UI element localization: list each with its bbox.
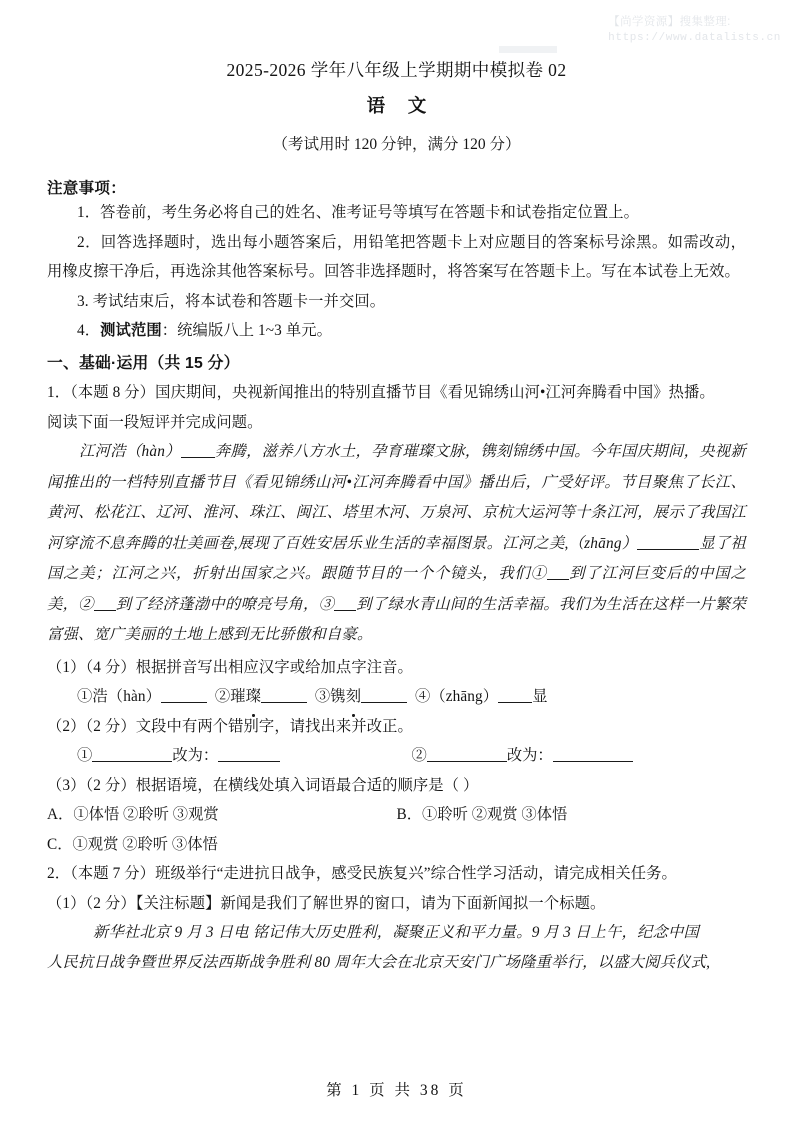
section-heading-1: 一、基础·运用（共 15 分） (47, 354, 240, 372)
q1-sub2-answer-1 (77, 741, 412, 771)
q1-passage-part-a: 江河浩（hàn） (79, 443, 181, 461)
q1-sub1-blank-2[interactable] (261, 702, 307, 703)
q1-sub3-option-c[interactable]: C．①观赏 ②聆听 ③体悟 (47, 835, 218, 853)
q1-passage-blank-han[interactable] (181, 457, 215, 458)
q1-sub1-item3-label: ③镌 (314, 688, 346, 706)
q1-sub3-option-row-2 (47, 830, 746, 860)
q2-sub1-label: （1）（2 分）【关注标题】新闻是我们了解世界的窗口，请为下面新闻拟一个标题。 (47, 894, 606, 912)
page-footer: 第 1 页 共 38 页 (326, 1082, 467, 1099)
q1-sub3-option-spacer (397, 830, 747, 860)
notice-item-1: 1．答卷前，考生务必将自己的姓名、准考证号等填写在答题卡和试卷指定位置上。 (77, 204, 640, 222)
notice-item-3: 3. 考试结束后，将本试卷和答题卡一并交回。 (77, 292, 386, 310)
q1-sub2-mark-1: ① (77, 747, 93, 765)
q1-stem-line1: 1．（本题 8 分）国庆期间，央视新闻推出的特别直播节目《看见锦绣山河•江河奔腾看中国》热播。 (47, 384, 715, 402)
q1-stem-line2: 阅读下面一段短评并完成问题。 (47, 413, 263, 431)
notice-heading: 注意事项： (47, 180, 127, 198)
q1-passage-part-f: 到了绿水青山间的生活幸福。我们为生活在这样一片繁荣富强、宽广美丽的土地上感到无比骄傲和自豪。 (47, 595, 746, 644)
watermark-url: https://www.datalists.cn (608, 31, 781, 44)
q1-sub2-label: （2）（2 分）文段中有两个错别字，请找出来并改正。 (47, 717, 413, 735)
q1-sub3-option-b[interactable]: B．①聆听 ②观赏 ③体悟 (396, 806, 568, 824)
q1-passage-blank-2[interactable] (94, 610, 116, 611)
q1-sub1-item2-label: ②璀 (214, 688, 246, 706)
q1-sub1-blank-1[interactable] (161, 702, 207, 703)
q1-sub1-blank-4[interactable] (498, 702, 532, 703)
q1-sub3-option-row-1 (47, 800, 746, 830)
q1-sub2-change-label-2: 改为： (506, 747, 553, 765)
q1-sub1-item2-dotted-char: 璨 (246, 682, 261, 712)
q1-sub1-blank-3[interactable] (361, 702, 407, 703)
q1-sub1-item1-label: ①浩（hàn） (77, 688, 161, 706)
notice-item-4-number: 4． (77, 322, 101, 340)
q1-sub1-label: （1）（4 分）根据拼音写出相应汉字或给加点字注音。 (47, 658, 413, 676)
q1-sub2-blank-wrong-2[interactable] (427, 761, 507, 762)
q2-news-line2: 人民抗日战争暨世界反法西斯战争胜利 80 周年大会在北京天安门广场隆重举行，以盛大阅兵仪式, (47, 954, 711, 972)
q1-sub1-item4-label: ④（zhāng） (414, 688, 499, 706)
q1-passage-blank-3[interactable] (334, 610, 356, 611)
q1-sub2-blank-correct-2[interactable] (553, 761, 633, 762)
q1-sub1-item3-dotted-char: 刻 (346, 682, 361, 712)
q1-sub1-item4-suffix: 显 (532, 688, 548, 706)
notice-item-4 (47, 316, 746, 346)
q1-sub2-answer-2 (412, 741, 747, 771)
q1-passage-part-c: 显了祖国之美；江河之兴，折射出国家之兴。跟随节目的一个个镜头，我们① (47, 534, 746, 583)
exam-meta: （考试用时 120 分钟，满分 120 分） (272, 136, 521, 154)
q1-sub2-mark-2: ② (411, 747, 427, 765)
watermark-source-label: 【尚学资源】搜集整理: (608, 16, 731, 28)
q1-sub3-label: （3）（2 分）根据语境，在横线处填入词语最合适的顺序是（ ） (47, 776, 479, 794)
q2-news-line1: 新华社北京 9 月 3 日电 铭记伟大历史胜利，凝聚正义和平力量。9 月 3 日上午，纪念中国 (93, 924, 699, 942)
notice-item-2: 2．回答选择题时，选出每小题答案后，用铅笔把答题卡上对应题目的答案标号涂黑。如需改动，用橡皮擦干净后，再选涂其他答案标号。回答非选择题时，将答案写在答题卡上。写在本试卷上无效。 (47, 233, 746, 281)
q1-passage-blank-zhang[interactable] (637, 549, 699, 550)
page-title: 2025-2026 学年八年级上学期期中模拟卷 02 (226, 60, 567, 80)
q1-passage (47, 437, 746, 651)
q1-sub3-option-a[interactable]: A．①体悟 ②聆听 ③观赏 (47, 806, 219, 824)
q2-stem: 2．（本题 7 分）班级举行“走进抗日战争，感受民族复兴”综合性学习活动，请完成相关任务。 (47, 865, 677, 883)
notice-item-4-text: ：统编版八上 1~3 单元。 (161, 322, 333, 340)
q1-sub2-blank-wrong-1[interactable] (92, 761, 172, 762)
q1-sub2-answer-row (47, 741, 746, 771)
q1-sub1-answers (47, 682, 746, 712)
q1-passage-part-e: 到了经济蓬渤中的嘹亮号角，③ (115, 595, 335, 613)
q1-passage-part-b: 奔腾，滋养八方水土，孕育璀璨文脉，镌刻锦绣中国。今年国庆期间，央视新闻推出的一档特别直播节目《看见锦绣山河•江河奔腾看中国》播出后，广受好评。节目聚焦了长江、黄河、松花江、辽河、淮河、珠江、闽江、塔里木河、万泉河、京杭大运河等十条江河，展示了我国江河穿流不息奔腾的壮美画卷,展现了百姓安居乐业生活的幸福图景。江河之美,（zhāng） (47, 443, 746, 552)
q1-sub2-blank-correct-1[interactable] (218, 761, 280, 762)
q1-passage-blank-1[interactable] (547, 579, 569, 580)
subject-title: 语 文 (366, 96, 436, 117)
notice-item-4-label: 测试范围 (100, 322, 162, 340)
q1-sub2-change-label-1: 改为： (172, 747, 219, 765)
q1-passage-part-d: 到了江河巨变后的中国之美，② (47, 565, 746, 613)
